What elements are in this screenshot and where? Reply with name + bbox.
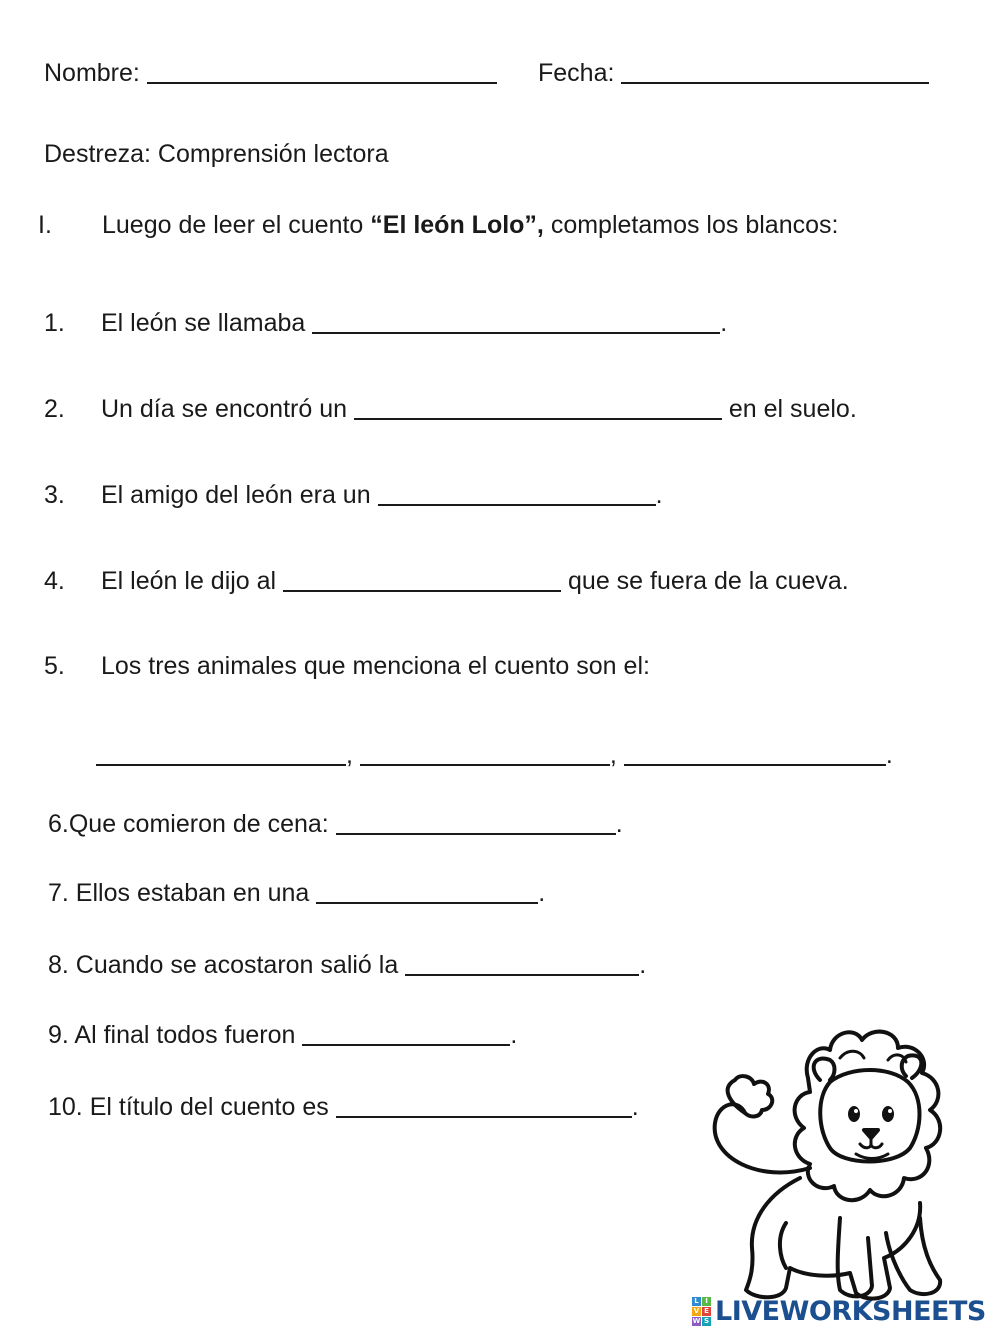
lion-ear-left: [814, 1059, 835, 1080]
answer-blank-7[interactable]: [316, 878, 538, 904]
badge-letter: L: [692, 1297, 701, 1306]
instruction-text-after: completamos los blancos:: [543, 211, 839, 239]
roman-numeral: I.: [38, 211, 52, 239]
question-number: 5.: [44, 652, 65, 680]
answer-blank-5b[interactable]: [360, 740, 610, 766]
question-text-after: .: [720, 309, 728, 337]
question-number: 7.: [48, 879, 69, 907]
name-field[interactable]: [147, 58, 497, 84]
date-label: Fecha:: [538, 59, 615, 87]
badge-letter: V: [693, 1306, 700, 1315]
lion-body: [746, 1178, 920, 1299]
question-number: 9.: [48, 1021, 69, 1049]
answer-blank-1[interactable]: [312, 308, 720, 334]
question-text: Que comieron de cena:: [68, 810, 336, 838]
skill-label: Destreza: Comprensión lectora: [44, 140, 389, 168]
badge-letter: S: [703, 1316, 710, 1325]
lion-mane-inner: [840, 1051, 906, 1062]
question-8: [48, 950, 646, 980]
question-2: [44, 394, 857, 424]
question-3: [44, 480, 663, 510]
badge-letter: I: [702, 1297, 711, 1306]
lion-hind-leg: [780, 1223, 786, 1268]
separator: ,: [346, 741, 353, 769]
question-5-answers: [96, 740, 893, 770]
question-text-after: .: [538, 879, 546, 907]
question-number: 10.: [48, 1093, 83, 1121]
end-period: .: [885, 741, 893, 769]
question-text: Un día se encontró un: [101, 395, 354, 423]
badge-letter: W: [692, 1316, 701, 1325]
question-9: [48, 1020, 517, 1050]
question-text-after: .: [639, 951, 647, 979]
instruction-text-before: Luego de leer el cuento: [102, 211, 371, 239]
instruction: [38, 210, 838, 240]
question-text-after: en el suelo.: [721, 395, 857, 423]
lion-ear-right: [902, 1055, 922, 1078]
question-10: [48, 1092, 639, 1122]
answer-blank-5c[interactable]: [624, 740, 886, 766]
separator: ,: [609, 741, 617, 769]
question-4: [44, 566, 849, 596]
answer-blank-10[interactable]: [336, 1092, 632, 1118]
logo-text: LIVEWORKSHEETS: [715, 1295, 986, 1327]
question-text-after: .: [510, 1021, 518, 1049]
answer-blank-9[interactable]: [302, 1020, 510, 1046]
question-text: El título del cuento es: [82, 1093, 336, 1121]
question-text: El amigo del león era un: [101, 481, 378, 509]
question-number: 3.: [44, 481, 65, 509]
name-row: [44, 58, 497, 88]
question-5: [44, 651, 650, 681]
answer-blank-2[interactable]: [354, 394, 722, 420]
question-number: 2.: [44, 395, 65, 423]
badge-letter: E: [702, 1307, 711, 1316]
question-text: El león le dijo al: [101, 567, 284, 595]
question-text-after: que se fuera de la cueva.: [561, 567, 849, 595]
answer-blank-8[interactable]: [405, 950, 639, 976]
question-number: 6.: [48, 810, 69, 838]
question-text: Ellos estaban en una: [68, 879, 317, 907]
liveworksheets-logo: [692, 1294, 986, 1328]
date-field[interactable]: [621, 58, 929, 84]
lion-eye-left: [848, 1106, 860, 1122]
lion-chin: [856, 1154, 888, 1159]
question-number: 1.: [44, 309, 65, 337]
name-label: Nombre:: [44, 59, 140, 87]
answer-blank-4[interactable]: [283, 566, 561, 592]
lion-mouth: [860, 1138, 882, 1148]
question-number: 4.: [44, 567, 65, 595]
question-text-after: .: [615, 810, 623, 838]
answer-blank-6[interactable]: [336, 809, 616, 835]
lion-eye-right: [882, 1106, 894, 1122]
answer-blank-5a[interactable]: [96, 740, 346, 766]
lion-tail-tuft: [728, 1076, 773, 1116]
question-text-after: .: [655, 481, 663, 509]
story-title: “El león Lolo”,: [370, 211, 544, 239]
question-text-after: .: [631, 1093, 639, 1121]
lion-illustration: [690, 1018, 965, 1308]
question-text: Los tres animales que menciona el cuento son el:: [101, 652, 650, 680]
answer-blank-3[interactable]: [378, 480, 656, 506]
date-row: [538, 58, 929, 88]
question-text: Al final todos fueron: [68, 1021, 303, 1049]
question-text: El león se llamaba: [101, 309, 313, 337]
question-6: [48, 809, 623, 839]
logo-badge-icon: [692, 1297, 711, 1326]
question-7: [48, 878, 545, 908]
question-text: Cuando se acostaron salió la: [68, 951, 406, 979]
question-number: 8.: [48, 951, 69, 979]
question-1: [44, 308, 727, 338]
